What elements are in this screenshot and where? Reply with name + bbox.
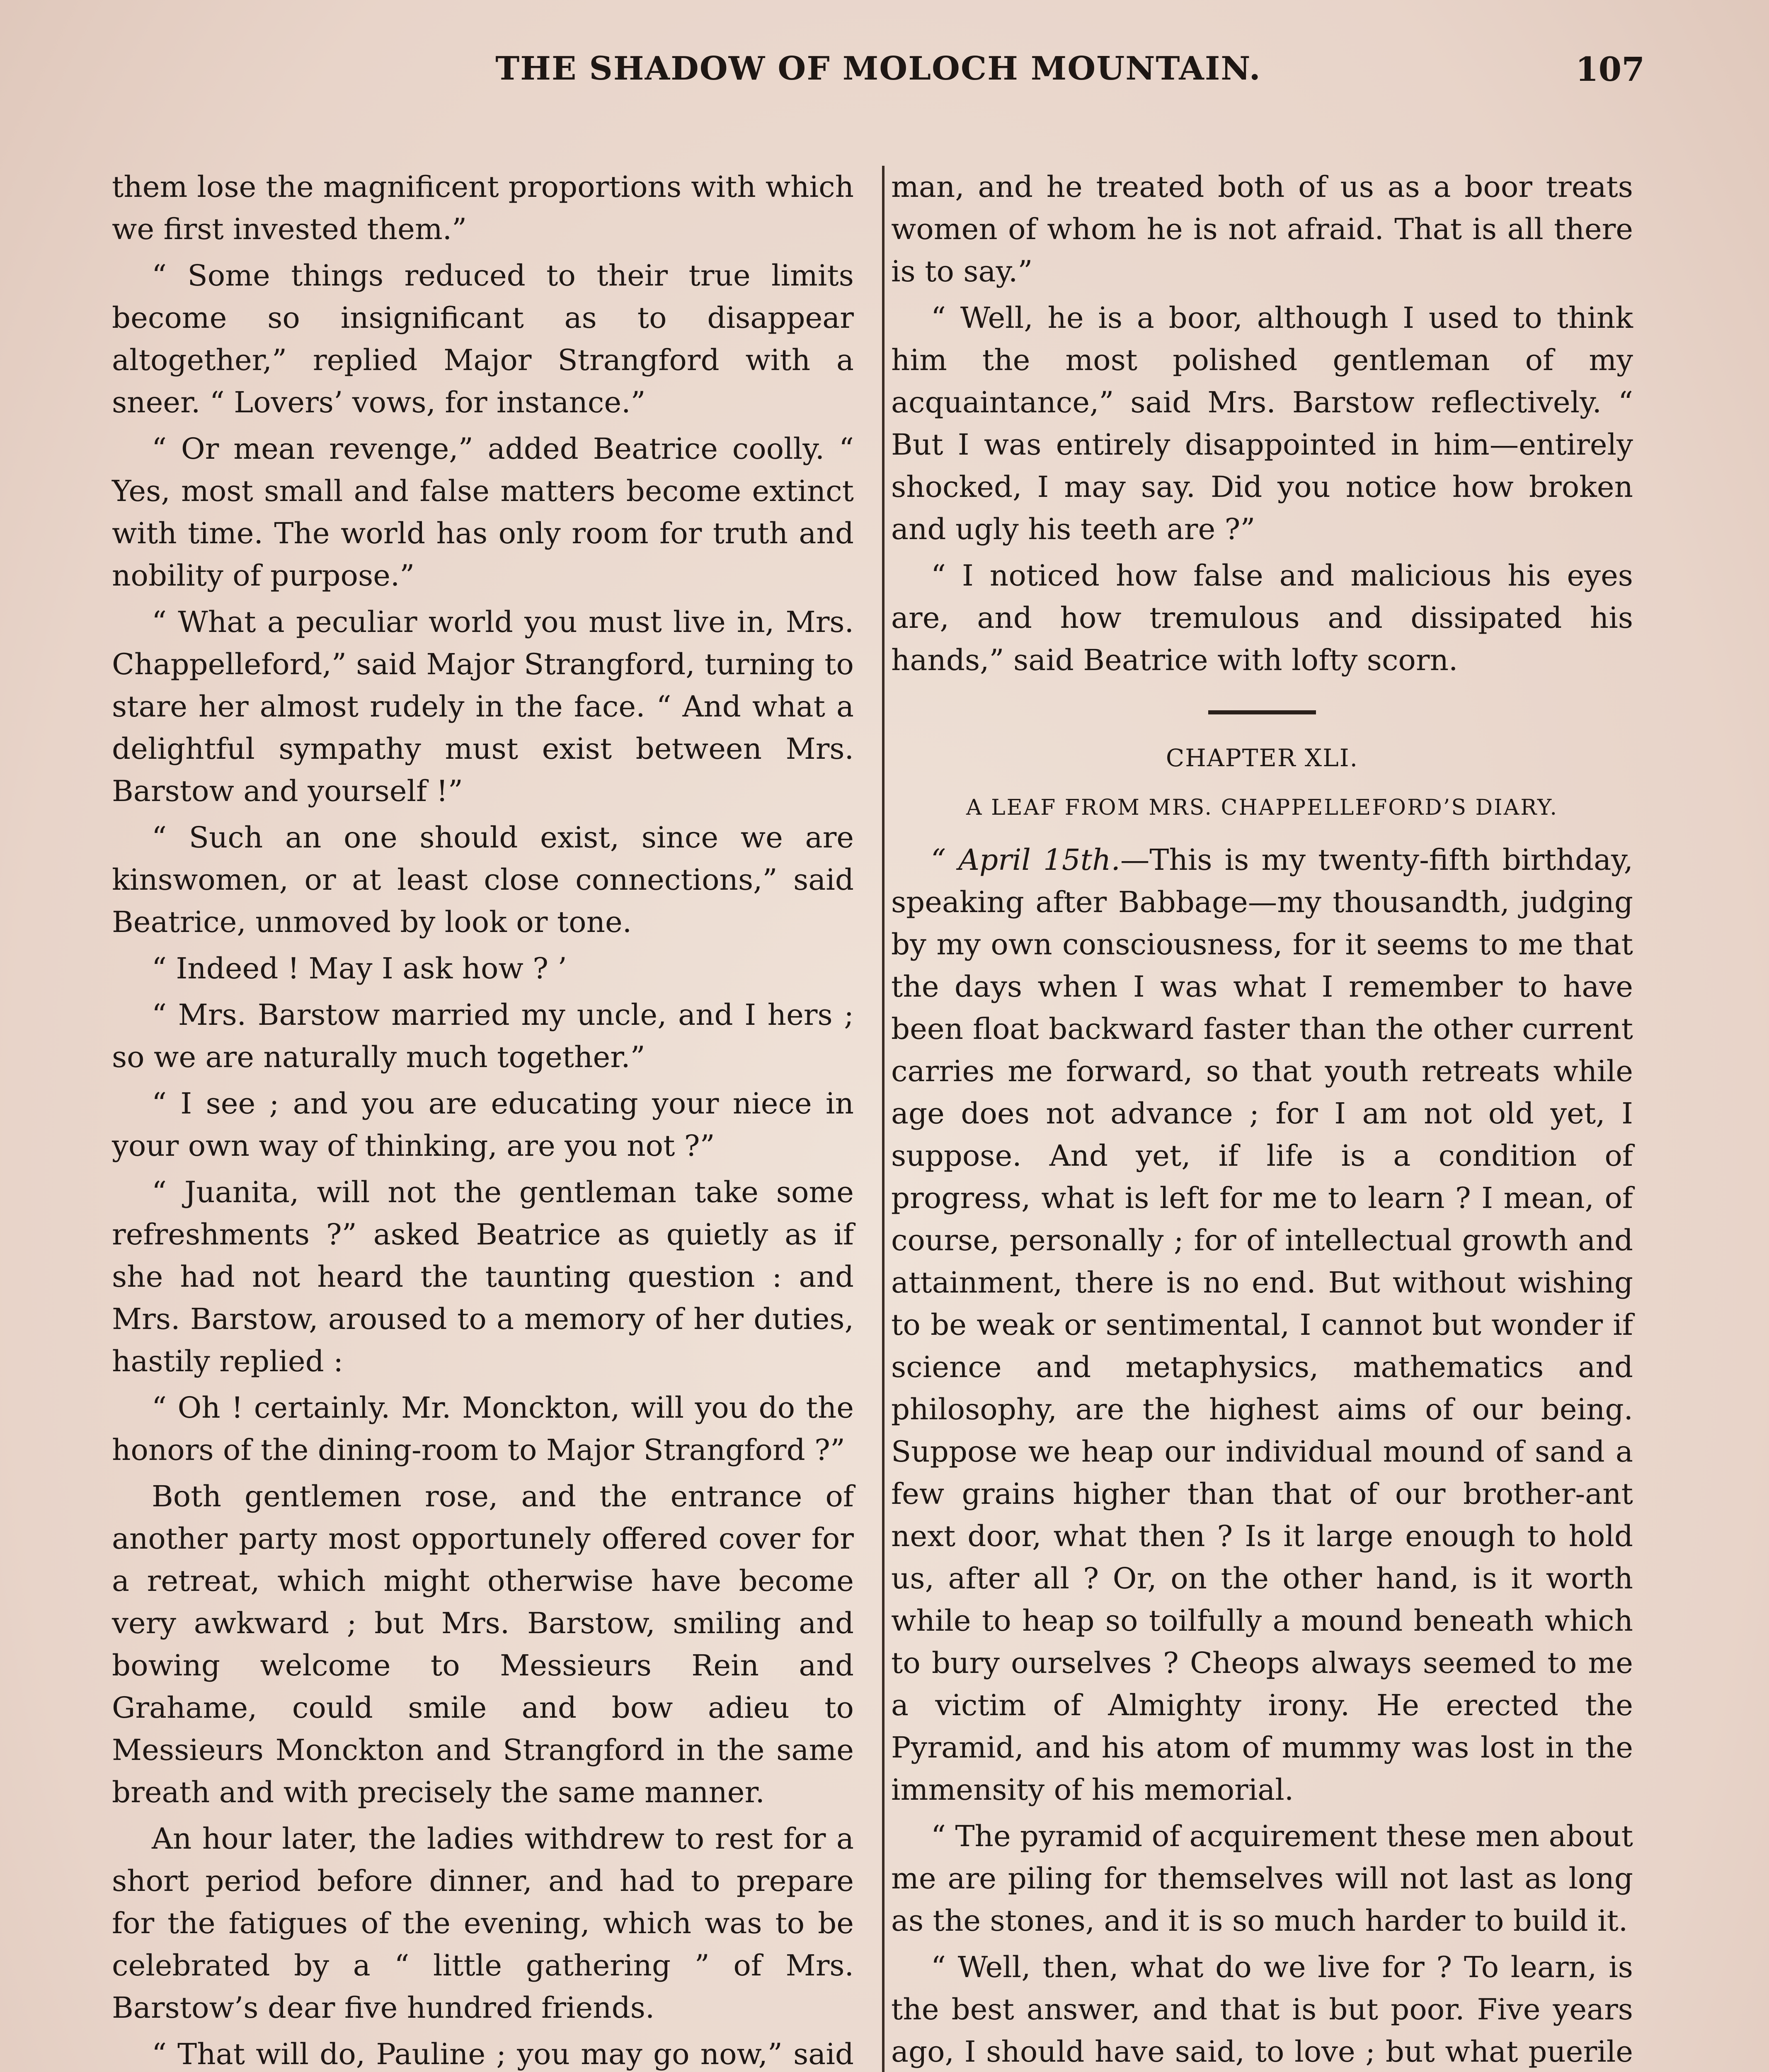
right-column: [891, 166, 1633, 2072]
page-number: 107: [1575, 50, 1645, 89]
running-title: THE SHADOW OF MOLOCH MOUNTAIN.: [495, 50, 1261, 87]
paragraph: “ Mrs. Barstow married my uncle, and I hers ; so we are naturally much together.”: [112, 998, 854, 1074]
paragraph: “ Juanita, will not the gentleman take some refreshments ?” asked Beatrice as quietly as if she had not heard the taunting question : and Mrs. Barstow, aroused to a memory of her duties, hastily replied :: [112, 1175, 854, 1378]
paragraph: them lose the magnificent proportions with which we first invested them.”: [112, 170, 854, 246]
diary-entry-text: —This is my twenty-fifth birthday, speaking after Babbage—my thousandth, judging by my own consciousness, for it seems to me that the days when I was what I remember to have been float backward faster than the other current carries me forward, so that youth retreats while age does not advance ; for I am not old yet, I suppose. And yet, if life is a condition of progress, what is left for me to learn ? I mean, of course, personally ; for of intellectual growth and attainment, there is no end. But without wishing to be weak or sentimental, I cannot but wonder if science and metaphysics, mathematics and philosophy, are the highest aims of our being. Suppose we heap our individual mound of sand a few grains higher than that of our brother-ant next door, what then ? Is it large enough to hold us, after all ? Or, on the other hand, is it worth while to heap so toilfully a mound beneath which to bury ourselves ? Cheops always seemed to me a victim of Almighty irony. He erected the Pyramid, and his atom of mummy was lost in the immensity of his memorial.: [891, 843, 1633, 1807]
paragraph: “ Indeed ! May I ask how ? ’: [152, 951, 567, 985]
paragraph: An hour later, the ladies withdrew to rest for a short period before dinner, and had to prepare for the fatigues of the evening, which was to be celebrated by a “ little gathering ” of Mrs. Barstow’s dear five hundred friends.: [112, 1822, 854, 2025]
paragraph: “ Well, then, what do we live for ? To learn, is the best answer, and that is but poor. Five years ago, I should have said, to love ; but what puerile: [891, 1950, 1633, 2069]
page-header: [112, 50, 1645, 108]
paragraph: “ Oh ! certainly. Mr. Monckton, will you do the honors of the dining-room to Major Strangford ?”: [112, 1391, 854, 1467]
chapter-heading: CHAPTER XLI.: [1166, 744, 1359, 772]
paragraph: “ That will do, Pauline ; you may go now,” said: [152, 2037, 854, 2071]
paragraph: “ I see ; and you are educating your niece in your own way of thinking, are you not ?”: [112, 1087, 854, 1163]
section-divider: [1208, 710, 1316, 714]
paragraph: “ Such an one should exist, since we are kinswomen, or at least close connections,” said Beatrice, unmoved by look or tone.: [112, 821, 854, 939]
paragraph: “ I noticed how false and malicious his eyes are, and how tremulous and dissipated his hands,” said Beatrice with lofty scorn.: [891, 559, 1633, 677]
paragraph: “ What a peculiar world you must live in, Mrs. Chappelleford,” said Major Strangford, turning to stare her almost rudely in the face. “ And what a delightful sympathy must exist between Mrs. Barstow and yourself !”: [112, 605, 854, 808]
paragraph: “ Or mean revenge,” added Beatrice coolly. “ Yes, most small and false matters become extinct with time. The world has only room for truth and nobility of purpose.”: [112, 432, 854, 593]
chapter-subtitle: A LEAF FROM MRS. CHAPPELLEFORD’S DIARY.: [966, 795, 1558, 820]
paragraph: man, and he treated both of us as a boor treats women of whom he is not afraid. That is all there is to say.”: [891, 170, 1633, 288]
diary-date: “ April 15th.: [931, 843, 1120, 877]
paragraph: “ Well, he is a boor, although I used to think him the most polished gentleman of my acquaintance,” said Mrs. Barstow reflectively. “ But I was entirely disappointed in him—entirely shocked, I may say. Did you notice how broken and ugly his teeth are ?”: [891, 301, 1633, 546]
diary-entry-paragraph: [891, 839, 1633, 1811]
left-column: [112, 166, 854, 2072]
paragraph: “ The pyramid of acquirement these men about me are piling for themselves will not last as long as the stones, and it is so much harder to build it.: [891, 1819, 1633, 1938]
paragraph: Both gentlemen rose, and the entrance of another party most opportunely offered cover for a retreat, which might otherwise have become very awkward ; but Mrs. Barstow, smiling and bowing welcome to Messieurs Rein and Grahame, could smile and bow adieu to Messieurs Monckton and Strangford in the same breath and with precisely the same manner.: [112, 1479, 854, 1809]
paragraph: “ Some things reduced to their true limits become so insignificant as to disappear altogether,” replied Major Strangford with a sneer. “ Lovers’ vows, for instance.”: [112, 259, 854, 419]
column-divider: [882, 166, 884, 2072]
